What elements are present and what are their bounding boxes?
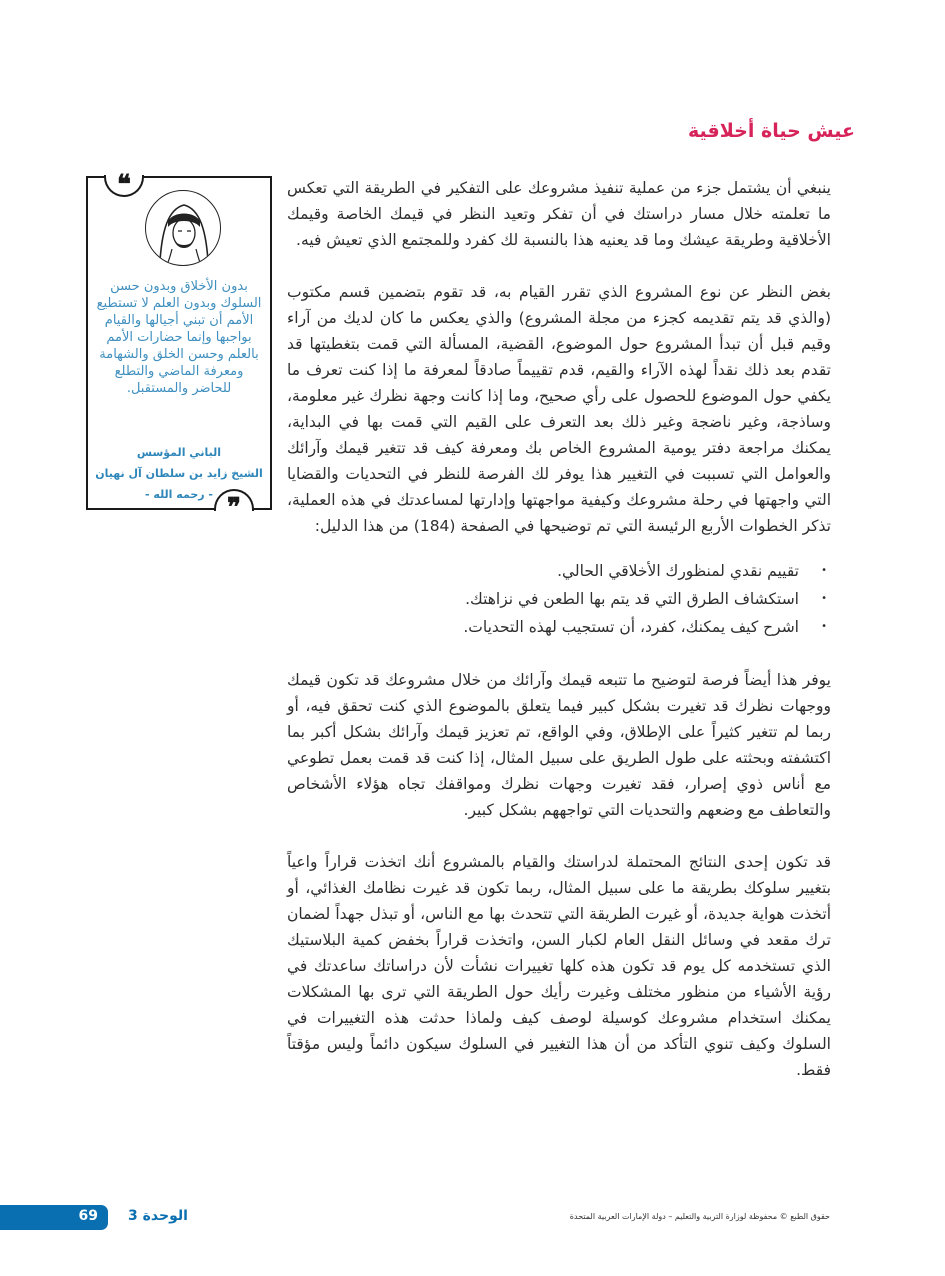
open-quote-icon: ❝ (104, 175, 144, 197)
attribution-role: الباني المؤسس (136, 446, 222, 459)
list-item: • تقييم نقدي لمنظورك الأخلاقي الحالي. (287, 557, 799, 585)
list-item: • استكشاف الطرق التي قد يتم بها الطعن في نزاهتك. (287, 585, 799, 613)
paragraph-outcomes: قد تكون إحدى النتائج المحتملة لدراستك والقيام بالمشروع أنك اتخذت قراراً واعياً بتغيير سلوكك بطريقة ما على سبيل المثال، ربما تكون قد غيرت نظامك الغذائي، أو أتخذت هواية جديدة، أو غيرت الطريقة التي تتحدث بها مع الناس، أو تبذل جهداً لضمان ترك مقعد في وسائل النقل العام لكبار السن، واتخذت قراراً بخفض كمية البلاستيك الذي تستخدمه كل يوم قد تكون هذه كلها تغييرات نشأت لأن دراساتك ساعدتك في رؤية الأشياء من منظور مختلف وغيرت رأيك حول الطريقة التي ترى بها المشكلات يمكنك استخدام مشروعك كوسيلة لوصف كيف ولماذا حدثت هذه التغييرات في السلوك وكيف تنوي التأكد من أن هذا التغيير في السلوك سيكون دائماً وليس مؤقتاً فقط. (287, 853, 831, 1079)
attribution-prayer: - رحمه الله - (145, 488, 213, 501)
quote-text: بدون الأخلاق وبدون حسن السلوك وبدون العلم لا تستطيع الأمم أن تبني أجيالها والقيام بواجبها وإنما حضارات الأمم بالعلم وحسن الخلق والشهامة ومعرفة الماضي والتطلع للحاضر والمستقبل. (96, 279, 262, 396)
portrait-icon (145, 190, 221, 266)
page-title: عيش حياة أخلاقية (688, 120, 855, 142)
main-content (287, 175, 831, 1109)
paragraph-opportunity: يوفر هذا أيضاً فرصة لتوضيح ما تتبعه قيمك وآرائك من خلال مشروعك قد تكون قيمك ووجهات نظرك قد تغيرت بشكل كبير فيما يتعلق بالموضوع الذي كنت تحقق فيه، أو ربما لم تتغير كثيراً على الإطلاق، وفي الواقع، تم تعزيز قيمك وآرائك بشكل أكبر بما اكتشفته وبحثته على طول الطريق على سبيل المثال، إذا كنت قد قمت بعمل تطوعي مع أناس ذوي إصرار، فقد تغيرت وجهات نظرك ومواقفك تجاه هؤلاء الأشخاص والتعاطف مع وضعهم والتحديات التي تواجههم بشكل كبير. (287, 671, 831, 819)
quote-box (86, 170, 272, 523)
page-number: 69 (78, 1208, 98, 1224)
steps-list (287, 557, 831, 641)
unit-label: الوحدة 3 (128, 1208, 188, 1224)
page-number-tab (0, 1205, 108, 1230)
paragraph-intro: ينبغي أن يشتمل جزء من عملية تنفيذ مشروعك على التفكير في الطريقة التي تعكس ما تعلمته خلال مسار دراستك في أن تفكر وتعيد النظر في قيمك الخاصة وقيمك الأخلاقية وطريقة عيشك وما قد يعنيه هذا بالنسبة لك كفرد وللمجتمع الذي تعيش فيه. (287, 179, 831, 249)
attribution-name: الشيخ زايد بن سلطان آل نهيان (95, 467, 263, 480)
list-item: • اشرح كيف يمكنك، كفرد، أن تستجيب لهذه التحديات. (287, 613, 799, 641)
paragraph-reflection: بغض النظر عن نوع المشروع الذي تقرر القيام به، قد تقوم بتضمين قسم مكتوب (والذي قد يتم تقديمه كجزء من مجلة المشروع) والذي يعكس ما كان لديك من آراء وقيم قبل أن تبدأ المشروع حول الموضوع، القضية، المسألة التي قمت بتغطيتها قد تقدم بعد ذلك نقداً لهذه الآراء والقيم، قدم تقييماً صادقاً لمعرفة ما إذا كنت تعرف ما يكفي حول الموضوع للحصول على رأي صحيح، وما إذا كانت وجهة نظرك غير معلومة، وساذجة، وغير ناضجة وغير ذلك بعد التعرف على القيم التي قمت بها في البداية، يمكنك مراجعة دفتر يومية المشروع الخاص بك ومعرفة كيف قد تتغير قيمك وآرائك والعوامل التي تسببت في التغيير هذا يوفر لك الفرصة للنظر في التحديات والقضايا التي واجهتها في رحلة مشروعك وكيفية مواجهتها وإدارتها لمساعدتك في هذه العملية، تذكر الخطوات الأربع الرئيسة التي تم توضيحها في الصفحة (184) من هذا الدليل: (287, 283, 831, 535)
copyright-notice: حقوق الطبع © محفوظة لوزارة التربية والتعليم – دولة الإمارات العربية المتحدة (569, 1212, 830, 1221)
close-quote-icon: ❞ (214, 489, 254, 511)
